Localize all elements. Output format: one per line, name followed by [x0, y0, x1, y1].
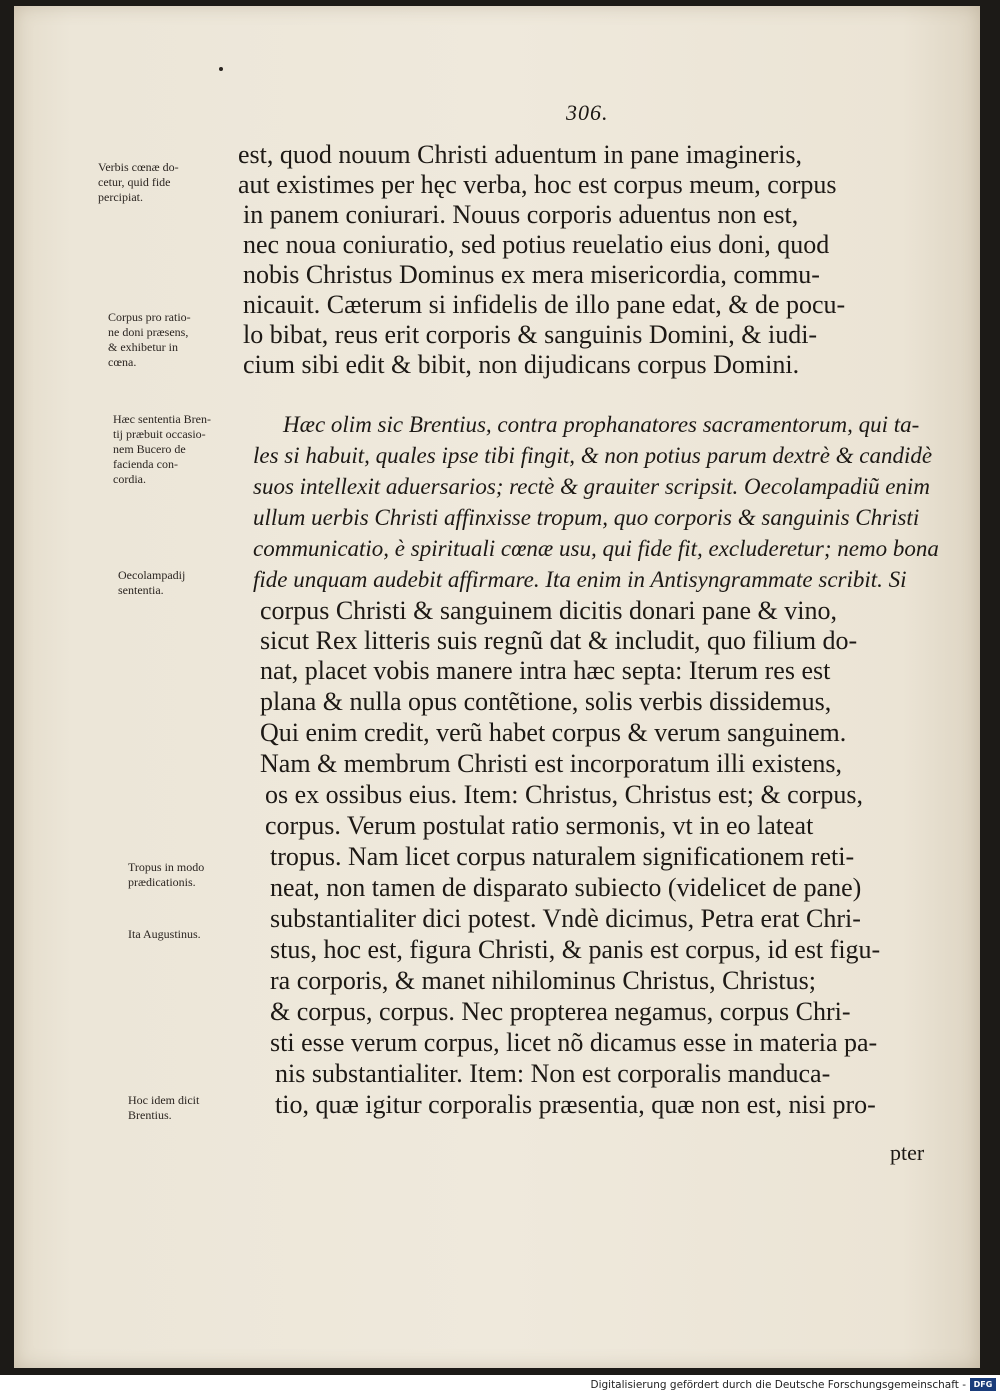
text-line: in panem coniurari. Nouus corporis aduentus non est, [243, 200, 799, 229]
text-line: corpus. Verum postulat ratio sermonis, vt in eo lateat [265, 811, 814, 840]
margin-note-line: percipiat. [98, 190, 143, 204]
text-line: corpus Christi & sanguinem dicitis donari pane & vino, [260, 596, 837, 625]
margin-note-line: Hoc idem dicit [128, 1093, 200, 1107]
footer-credit: Digitalisierung gefördert durch die Deutsche Forschungsgemeinschaft - [590, 1379, 966, 1391]
page-number: 306. [566, 100, 609, 125]
margin-note-line: Corpus pro ratio- [108, 310, 191, 324]
text-line: nec noua coniuratio, sed potius reuelatio eius doni, quod [243, 230, 830, 259]
margin-note-line: facienda con- [113, 457, 178, 471]
text-line: aut existimes per hęc verba, hoc est corpus meum, corpus [238, 170, 837, 199]
text-line: nis substantialiter. Item: Non est corporalis manduca- [275, 1059, 831, 1088]
margin-note-line: cetur, quid fide [98, 175, 171, 189]
text-line: lo bibat, reus erit corporis & sanguinis Domini, & iudi- [243, 320, 818, 349]
margin-note-line: Hæc sententia Bren- [113, 412, 211, 426]
text-line: fide unquam audebit affirmare. Ita enim in Antisyngrammate scribit. Si [253, 567, 907, 592]
margin-note-line: prædicationis. [128, 875, 196, 889]
margin-note [128, 1093, 268, 1123]
text-line: neat, non tamen de disparato subiecto (videlicet de pane) [270, 873, 862, 902]
text-line: Hæc olim sic Brentius, contra prophanatores sacramentorum, qui ta- [283, 412, 920, 437]
margin-note [128, 860, 268, 890]
margin-note [108, 310, 248, 370]
margin-note [128, 927, 268, 942]
catchword: pter [890, 1140, 925, 1165]
text-line: communicatio, è spirituali cœnæ usu, qui fide fit, excluderetur; nemo bona [253, 536, 939, 561]
text-line: tropus. Nam licet corpus naturalem significationem reti- [270, 842, 855, 871]
text-line: sti esse verum corpus, licet nõ dicamus esse in materia pa- [270, 1028, 878, 1057]
text-line: nat, placet vobis manere intra hæc septa: Iterum res est [260, 656, 831, 685]
text-line: les si habuit, quales ipse tibi fingit, & non potius parum dextrè & candidè [253, 443, 933, 468]
margin-note-line: cœna. [108, 355, 137, 369]
margin-note-line: Brentius. [128, 1108, 172, 1122]
text-line: os ex ossibus eius. Item: Christus, Christus est; & corpus, [265, 780, 863, 809]
text-line: Nam & membrum Christi est incorporatum illi existens, [260, 749, 843, 778]
margin-note [118, 568, 258, 598]
text-line: tio, quæ igitur corporalis præsentia, quæ non est, nisi pro- [275, 1090, 876, 1119]
text-line: nicauit. Cæterum si infidelis de illo pane edat, & de pocu- [243, 290, 846, 319]
margin-note-line: & exhibetur in [108, 340, 178, 354]
footer [0, 1375, 1000, 1395]
margin-note-line: Ita Augustinus. [128, 927, 201, 941]
margin-note-line: nem Bucero de [113, 442, 186, 456]
margin-note-line: cordia. [113, 472, 146, 486]
margin-note-line: Tropus in modo [128, 860, 205, 874]
text-line: cium sibi edit & bibit, non dijudicans corpus Domini. [243, 350, 800, 379]
margin-note-line: Oecolampadij [118, 568, 186, 582]
dfg-logo: DFG [970, 1378, 996, 1391]
margin-note [113, 412, 253, 487]
margin-note-line: ne doni præsens, [108, 325, 189, 339]
ink-mark [219, 67, 223, 71]
margin-note-line: Verbis cœnæ do- [98, 160, 179, 174]
margin-note-line: tij præbuit occasio- [113, 427, 206, 441]
text-line: suos intellexit aduersarios; rectè & grauiter scripsit. Oecolampadiũ enim [253, 474, 930, 499]
text-line: stus, hoc est, figura Christi, & panis est corpus, id est figu- [270, 935, 881, 964]
text-line: plana & nulla opus contẽtione, solis verbis dissidemus, [260, 687, 832, 716]
text-line: & corpus, corpus. Nec propterea negamus, corpus Chri- [270, 997, 851, 1026]
text-line: sicut Rex litteris suis regnũ dat & includit, quo filium do- [260, 626, 858, 655]
text-line: Qui enim credit, verũ habet corpus & verum sanguinem. [260, 718, 847, 747]
text-line: nobis Christus Dominus ex mera misericordia, commu- [243, 260, 820, 289]
text-line: ra corporis, & manet nihilominus Christus, Christus; [270, 966, 816, 995]
margin-note [98, 160, 238, 205]
text-line: substantialiter dici potest. Vndè dicimus, Petra erat Chri- [270, 904, 861, 933]
text-line: ullum uerbis Christi affinxisse tropum, quo corporis & sanguinis Christi [253, 505, 920, 530]
margin-note-line: sententia. [118, 583, 164, 597]
text-line: est, quod nouum Christi aduentum in pane imagineris, [238, 140, 802, 169]
